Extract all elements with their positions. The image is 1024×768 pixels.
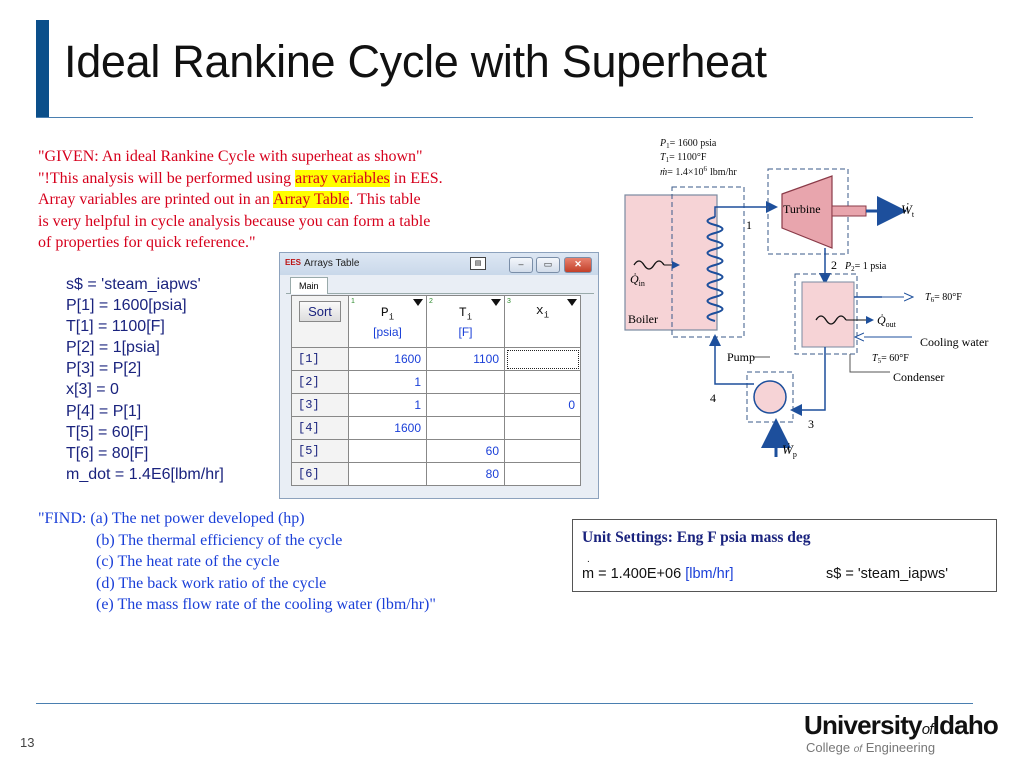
cell-t[interactable]: 1100 [427,348,505,371]
cell-t[interactable]: 80 [427,463,505,486]
tab-strip [286,277,594,294]
cell-p[interactable] [349,463,427,486]
table-row [292,394,581,417]
title-accent-bar [36,20,49,117]
find-line-1: "FIND: (a) The net power developed (hp) [38,510,305,527]
given-line-5: of properties for quick reference." [38,234,256,252]
row-index-cell[interactable]: [2] [292,371,349,394]
cell-t[interactable] [427,371,505,394]
cell-t[interactable]: 60 [427,440,505,463]
arrays-table-window[interactable] [279,252,599,499]
turbine-shaft [832,206,866,216]
slide-title: Ideal Rankine Cycle with Superheat [64,36,767,87]
ees-app-icon: EES [285,258,302,267]
column-header-t[interactable]: 2 $T_i$ [F] [427,296,505,348]
find-line-4: (d) The back work ratio of the cycle [96,574,327,592]
cell-x[interactable] [505,417,581,440]
table-row [292,348,581,371]
cell-t[interactable] [427,417,505,440]
cooling-water-label: Cooling water [920,335,989,349]
mdot-dot: . [587,554,590,565]
pump-shape [754,381,786,413]
state-label-1: 1 [746,218,752,232]
cell-x[interactable] [505,348,581,371]
q-out-label: $Q̇_{out}$ [877,313,896,329]
condenser-shape [802,282,854,347]
column-menu-icon[interactable] [491,299,501,306]
cell-t[interactable] [427,394,505,417]
state-1-conditions [659,138,737,178]
row-index-cell[interactable]: [6] [292,463,349,486]
svg-text:ṁ= 1.4×106lbm/hr: ṁ= $1.4\times 10^6$ lbm/hr [660,165,737,178]
row-index-cell[interactable]: [3] [292,394,349,417]
unit-settings-box [572,519,997,592]
given-line-3: Array variables are printed out in an Array Table. This table [38,191,421,209]
highlight-array-table: Array Table [273,191,350,209]
sort-button[interactable]: Sort [299,301,341,322]
pump-label: Pump [727,350,756,364]
boiler-shape [625,195,717,330]
code-line: P[1] = 1600[psia] [66,297,187,315]
unit-settings-header: Unit Settings: Eng F psia mass deg [582,529,811,546]
given-line-1: "GIVEN: An ideal Rankine Cycle with superheat as shown" [38,148,423,165]
code-line: x[3] = 0 [66,381,119,399]
cell-p[interactable]: 1600 [349,417,427,440]
svg-text:T1= 1100°F: $T_1= 1100^\circ F$ [660,152,707,164]
column-menu-icon[interactable] [567,299,577,306]
page-number: 13 [20,735,35,750]
table-row [292,417,581,440]
code-line: P[2] = 1[psia] [66,339,160,357]
code-line: s$ = 'steam_iapws' [66,276,201,293]
cell-x[interactable]: 0 [505,394,581,417]
university-logo: UniversityofIdaho [804,710,998,740]
sort-cell [292,296,349,348]
given-block [38,146,443,254]
given-line-2: "!This analysis will be performed using array variables in EES. [38,169,443,187]
close-button[interactable]: ✕ [564,257,592,273]
cell-p[interactable]: 1 [349,371,427,394]
window-title: Arrays Table [304,258,360,269]
row-index-cell[interactable]: [4] [292,417,349,440]
arrays-grid[interactable] [291,295,581,486]
column-header-x[interactable]: 3 $x_i$ [505,296,581,348]
code-line: P[3] = P[2] [66,360,142,378]
window-titlebar[interactable] [280,253,598,275]
title-divider [36,117,973,118]
fluid-value: s$ = 'steam_iapws' [826,566,948,582]
tab-main[interactable]: Main [290,277,328,294]
find-line-5: (e) The mass flow rate of the cooling water (lbm/hr)" [96,596,436,613]
college-logo: College of Engineering [806,740,936,755]
svg-text:P1= 1600 psia: $P_1= 1600$ psia [660,138,717,150]
column-menu-icon[interactable] [413,299,423,306]
p2-label: $P_2= 1$ psia [845,261,887,273]
t6-label: $T_6= 80^\circ F$ [925,292,962,304]
boiler-label: Boiler [628,312,658,326]
table-row [292,371,581,394]
find-line-3: (c) The heat rate of the cycle [96,553,280,570]
footer-divider [36,703,973,704]
find-line-2: (b) The thermal efficiency of the cycle [96,531,343,549]
given-line-4: is very helpful in cycle analysis because you can form a table [38,212,431,230]
find-block [38,508,436,616]
highlight-array-variables: array variables [295,169,390,187]
ees-code-block [66,274,224,485]
state-label-3: 3 [808,417,814,431]
condenser-label: Condenser [893,370,945,384]
code-line: T[6] = 80[F] [66,444,149,462]
work-out-label: Ẇ$_t$ [901,202,915,219]
code-line: T[1] = 1100[F] [66,318,165,336]
cell-p[interactable]: 1600 [349,348,427,371]
mdot-value: m = 1.400E+06 [lbm/hr] [582,566,734,582]
minimize-button[interactable]: – [509,257,533,273]
rankine-cycle-diagram [620,132,1015,472]
table-row [292,440,581,463]
turbine-label: Turbine [783,202,821,216]
row-index-cell[interactable]: [1] [292,348,349,371]
code-line: T[5] = 60[F] [66,423,149,441]
print-icon[interactable]: ▤ [470,257,486,270]
row-index-cell[interactable]: [5] [292,440,349,463]
q-in-label: $Q̇_{in}$ [630,272,645,288]
work-in-label: Ẇ$_p$ [782,442,797,459]
state-label-2: 2 [831,258,837,272]
state-label-4: 4 [710,391,716,405]
t5-label: $T_5= 60^\circ F$ [872,353,909,365]
cell-x[interactable] [505,463,581,486]
cell-p[interactable]: 1 [349,394,427,417]
table-row [292,463,581,486]
cell-p[interactable] [349,440,427,463]
cell-x[interactable] [505,440,581,463]
column-header-p[interactable]: 1 $P_i$ [psia] [349,296,427,348]
code-line: m_dot = 1.4E6[lbm/hr] [66,465,224,483]
code-line: P[4] = P[1] [66,402,142,420]
cell-x[interactable] [505,371,581,394]
maximize-button[interactable]: ▭ [536,257,560,273]
